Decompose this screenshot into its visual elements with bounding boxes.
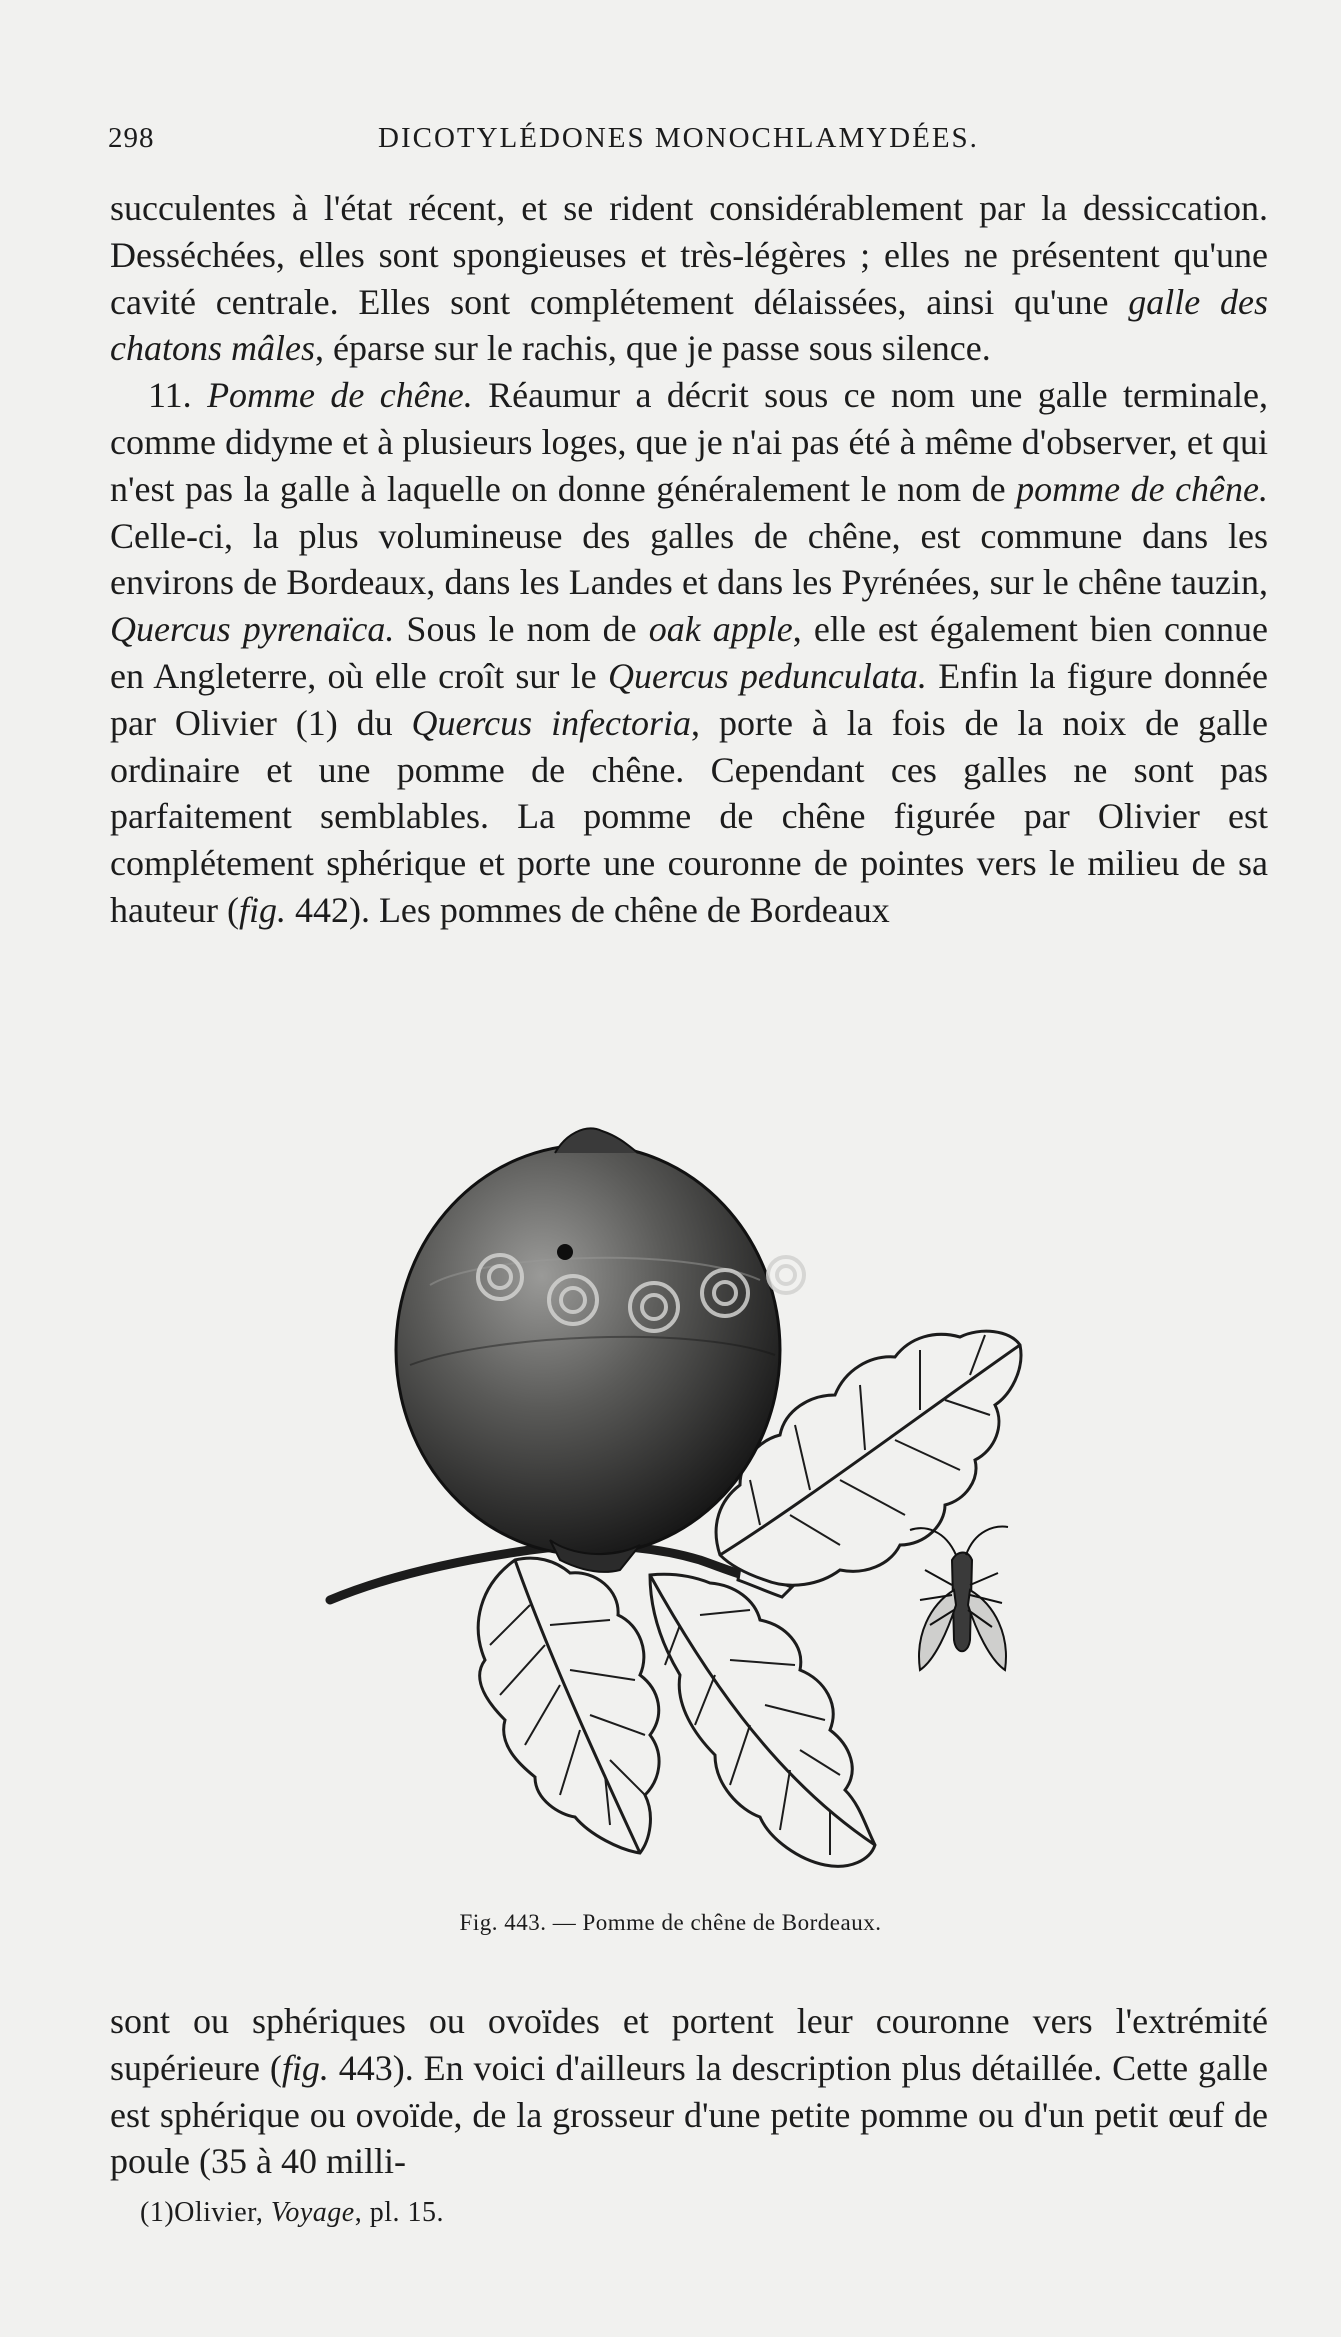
paragraph-continuation: succulentes à l'état récent, et se rident considérablement par la dessiccation. Desséchées, elles sont spongieuses et très-légères ; elles ne présentent qu'une cavité centrale. Elles sont complétement délaissées, ainsi qu'une galle des chatons mâles, éparse sur le rachis, que je passe sous silence. xyxy=(110,188,1268,369)
paragraph-pomme-de-chene: 11. Pomme de chêne. Réaumur a décrit sous ce nom une galle terminale, comme didyme et à plusieurs loges, que je n'ai pas été à même d'observer, et qui n'est pas la galle à laquelle on donne généralement le nom de pomme de chêne. Celle-ci, la plus volumineuse des galles de chêne, est commune dans les environs de Bordeaux, dans les Landes et dans les Pyrénées, sur le chêne tauzin, Quercus pyrenaïca. Sous le nom de oak apple, elle est également bien connue en Angleterre, où elle croît sur le Quercus pedunculata. Enfin la figure donnée par Olivier (1) du Quercus infectoria, porte à la fois de la noix de galle ordinaire et une pomme de chêne. Cependant ces galles ne sont pas parfaitement semblables. La pomme de chêne figurée par Olivier est complétement sphérique et porte une couronne de pointes vers le milieu de sa hauteur (fig. 442). Les pommes de chêne de Bordeaux xyxy=(110,375,1269,930)
oak-leaf-icon xyxy=(650,1574,875,1866)
oak-apple-illustration xyxy=(320,1105,1060,1905)
section-title: Pomme de chêne. xyxy=(207,375,473,416)
footnote-work: Voyage xyxy=(270,2197,355,2228)
exit-hole xyxy=(557,1244,573,1260)
italic-term: galle des chatons mâles xyxy=(110,281,1268,369)
figure-caption: Fig. 443. — Pomme de chêne de Bordeaux. xyxy=(459,1910,882,1935)
body-text-bottom xyxy=(110,1998,1268,2185)
figure-oak-apple xyxy=(320,1105,1060,1905)
page-number: 298 xyxy=(108,122,155,154)
body-text-top xyxy=(110,185,1268,934)
footnote-marker: (1) xyxy=(140,2197,175,2228)
paragraph-description: sont ou sphériques ou ovoïdes et portent leur couronne vers l'extrémité supérieure (fig. 443). En voici d'ailleurs la description plus détaillée. Cette galle est sphérique ou ovoïde, de la grosseur d'une petite pomme ou d'un petit œuf de poule (35 à 40 milli- xyxy=(110,2001,1268,2182)
running-header xyxy=(108,122,1266,162)
section-number: 11. xyxy=(148,375,192,416)
gall-wasp-icon xyxy=(910,1527,1008,1670)
oak-leaf-icon xyxy=(478,1558,659,1853)
running-title: DICOTYLÉDONES MONOCHLAMYDÉES. xyxy=(378,122,979,154)
footnote: (1)Olivier, Voyage, pl. 15. xyxy=(140,2197,444,2228)
